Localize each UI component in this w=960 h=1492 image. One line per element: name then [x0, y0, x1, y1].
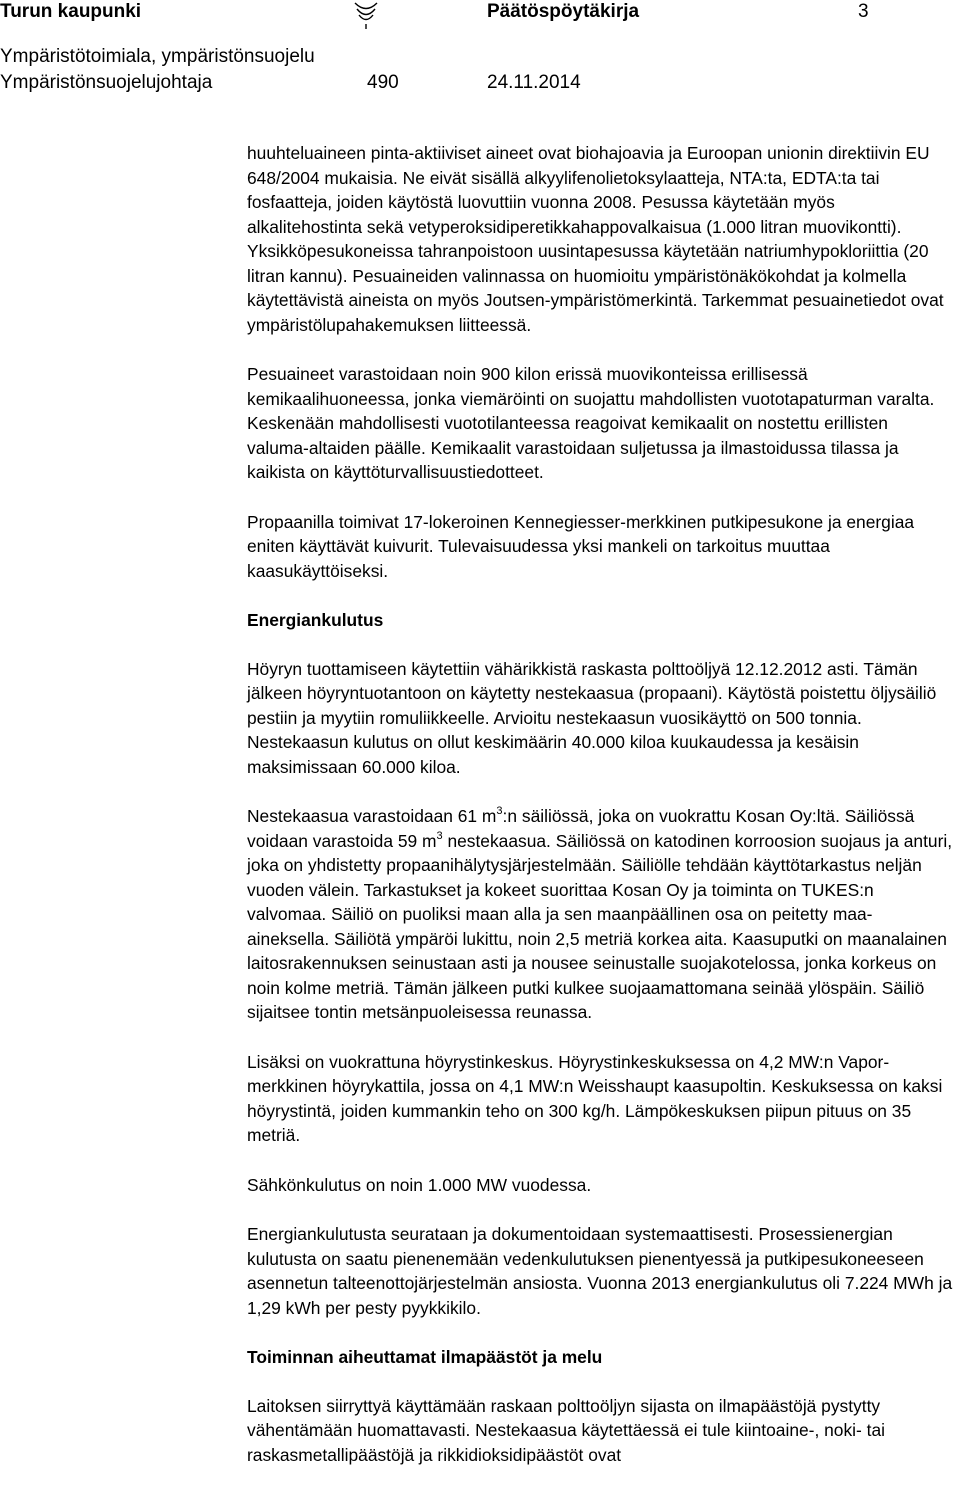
- city-name: Turun kaupunki: [0, 1, 142, 22]
- paragraph-energy-monitoring: Energiankulutusta seurataan ja dokumentoidaan systemaattisesti. Prosessienergian kulutusta on saatu pienenemään vedenkulutuksen pienentyessä ja putkipesukoneeseen asennetun talteenottojärjestelmän ansiosta. Vuonna 2013 energiankulutus oli 7.224 MWh ja 1,29 kWh per pesty pyykkikilo.: [247, 1224, 953, 1318]
- paragraph-propane-machines: Propaanilla toimivat 17-lokeroinen Kennegiesser-merkkinen putkipesukone ja energiaa eniten käyttävät kuivurit. Tulevaisuudessa yksi mankeli on tarkoitus muuttaa kaasukäyttöiseksi.: [247, 511, 915, 581]
- page-number: 3: [858, 1, 869, 22]
- official-title: Ympäristönsuojelujohtaja: [0, 72, 213, 93]
- unit-name: Ympäristötoimiala, ympäristönsuojelu: [0, 46, 315, 67]
- superscript-3: 3: [436, 829, 443, 842]
- paragraph-storage: Pesuaineet varastoidaan noin 900 kilon erissä muovikonteissa erillisessä kemikaalihuoneessa, jonka viemäröinti on suojattu mahdollisten vuototapaturman varalta. Keskenään mahdollisesti vuototilanteessa reagoivat kemikaalit on nostettu erillisten valuma-altaiden päälle. Kemikaalit varastoidaan suljetussa ja ilmastoidussa tilassa ja kaikista on käyttöturvallisuustiedotteet.: [247, 364, 935, 482]
- tank-text-part1: Nestekaasua varastoidaan 61 m: [247, 806, 497, 826]
- decision-date: 24.11.2014: [487, 72, 581, 93]
- heading-air-emissions: Toiminnan aiheuttamat ilmapäästöt ja melu: [247, 1347, 603, 1367]
- tank-text-part3: nestekaasua. Säiliössä on katodinen korroosion suojaus ja anturi, joka on yhdistetty propaanihälytysjärjestelmään. Säiliölle tehdään käyttötarkastus neljän vuoden välein. Tarkastukset ja kokeet suorittaa Kosan Oy ja toiminta on TUKES:n valvomaa. Säiliö on puoliksi maan alla ja sen maanpäällinen osa on peitetty maa-aineksella. Säiliötä ympäröi lukittu, noin 2,5 metriä korkea aita. Kaasuputki on maanalainen laitosrakennuksen seinustaan asti ja nousee seinustalle suojakotelossa, jonka korkeus on noin kolme metriä. Tämän jälkeen putki kulkee suojaamattomana seinää ylöspäin. Säiliö sijaitsee tontin metsänpuoleisessa reunassa.: [247, 830, 953, 1022]
- paragraph-steam-production: Höyryn tuottamiseen käytettiin vähärikkistä raskasta polttoöljyä 12.12.2012 asti. Tämän jälkeen höyryntuotantoon on käytetty nestekaasua (propaani). Käytöstä poistettu öljysäiliö pestiin ja myytiin romuliikkeelle. Arvioitu nestekaasun vuosikäyttö on 500 tonnia. Nestekaasun kulutus on ollut keskimäärin 40.000 kiloa kuukaudessa ja kesäisin maksimissaan 60.000 kiloa.: [247, 658, 937, 777]
- paragraph-gas-tank: [247, 804, 954, 1025]
- paragraph-steam-center: Lisäksi on vuokrattuna höyrystinkeskus. Höyrystinkeskuksessa on 4,2 MW:n Vapor-merkkinen höyrykattila, jossa on 4,1 MW:n Weisshaupt kaasupoltin. Keskuksessa on kaksi höyrystintä, joiden kummankin teho on 300 kg/h. Lämpökeskuksen piipun pituus on 35 metriä.: [247, 1051, 943, 1145]
- paragraph-emissions: Laitoksen siirryttyä käyttämään raskaan polttoöljyn sijasta on ilmapäästöjä pystytty vähentämään huomattavasti. Nestekaasua käytettäessä ei tule kiintoaine-, noki- tai raskasmetallipäästöjä ja rikkidioksidipäästöt ovat: [247, 1395, 886, 1465]
- document-type: Päätöspöytäkirja: [487, 1, 640, 22]
- paragraph-detergents: huuhteluaineen pinta-aktiiviset aineet ovat biohajoavia ja Euroopan unionin direktiivin EU 648/2004 mukaisia. Ne eivät sisällä alkyylifenolietoksylaatteja, NTA:ta, EDTA:ta tai fosfaatteja, joiden käytöstä luovuttiin vuonna 2008. Pesussa käytetään myös alkalitehostinta sekä vetyperoksidiperetikkahappovalkaisua (1.000 litran muovikontti). Yksikköpesukoneissa tahranpoistoon uusintapesussa käytetään natriumhypokloriittia (20 litran kannu). Pesuaineiden valinnassa on huomioitu ympäristönäkökohdat ja kolmella käytettävistä aineista on myös Joutsen-ympäristömerkintä. Tarkemmat pesuainetiedot ovat ympäristölupahakemuksen liitteessä.: [247, 143, 944, 335]
- decision-number: 490: [367, 72, 399, 93]
- tank-text-part2: :n säiliössä, joka on vuokrattu Kosan Oy:ltä. Säiliössä voidaan varastoida 59 m: [247, 806, 915, 851]
- document-body: [247, 141, 954, 1492]
- superscript-3: 3: [496, 805, 503, 818]
- city-crest-icon: [352, 0, 380, 30]
- heading-energy-consumption: Energiankulutus: [247, 610, 384, 630]
- paragraph-electricity: Sähkönkulutus on noin 1.000 MW vuodessa.: [247, 1174, 592, 1195]
